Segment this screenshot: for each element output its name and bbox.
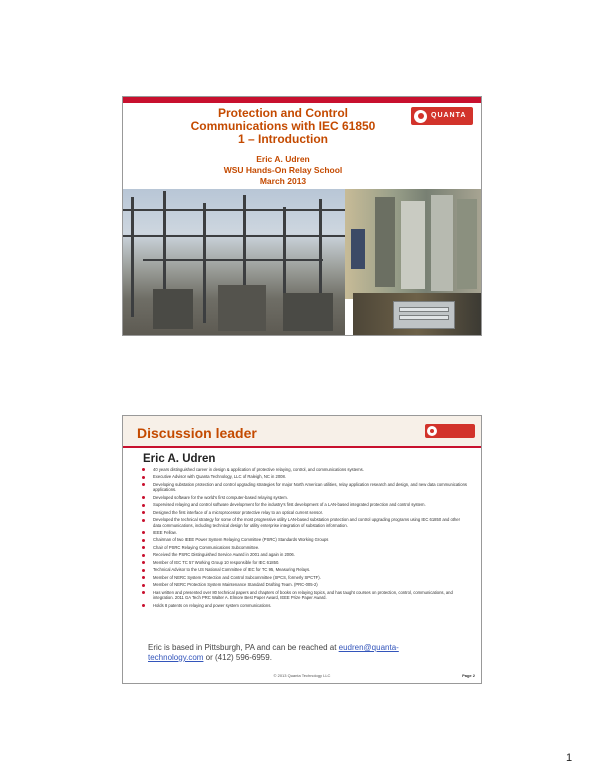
list-item: IEEE Fellow. <box>139 530 469 535</box>
slide-footer <box>123 673 481 681</box>
list-item: Technical Advisor to the US National Committee of IEC for TC 95, Measuring Relays. <box>139 567 469 572</box>
list-item: Member of NERC Protection System Maintenance Standard Drafting Team. (PRC-005-2) <box>139 582 469 587</box>
list-item: Executive Advisor with Quanta Technology, LLC of Raleigh, NC in 2008. <box>139 474 469 479</box>
event-date: March 2013 <box>259 176 307 186</box>
slide-header <box>123 416 481 448</box>
list-item: Developed the technical strategy for some of the most progressive utility LAN-based substation protection and control upgrading programs using IEC 61850 and other data communications, including technical design for utility enterprise integration of substation information. <box>139 517 469 528</box>
event-name: WSU Hands-On Relay School <box>223 165 343 175</box>
logo-text: QUANTA <box>431 112 467 119</box>
slide-page-label: Page 2 <box>462 673 475 678</box>
author-name: Eric A. Udren <box>256 154 310 164</box>
slide-title <box>173 107 393 146</box>
quanta-logo-icon <box>414 110 427 123</box>
list-item: Member of NERC System Protection and Control Subcommittee (SPCS, formerly SPCTF). <box>139 575 469 580</box>
page-number: 1 <box>566 752 573 764</box>
list-item: Chair of PSRC Relaying Communications Subcommittee. <box>139 545 469 550</box>
contact-mid: or <box>203 653 215 662</box>
list-item: Received the PSRC Distinguished Service Award in 2001 and again in 2006. <box>139 552 469 557</box>
slide-subtitle <box>183 154 383 187</box>
quanta-logo-small <box>425 424 475 438</box>
copyright-text: © 2013 Quanta Technology LLC <box>273 673 331 678</box>
email-link[interactable]: eudren@quanta-technology.com <box>148 643 399 662</box>
slide-top-bar <box>123 97 481 103</box>
list-item: Developed software for the world's first computer-based relaying system. <box>139 495 469 500</box>
list-item: Chairman of two IEEE Power System Relaying Committee (PSRC) Standards Working Groups <box>139 537 469 542</box>
list-item: Member of IEC TC 57 Working Group 10 responsible for IEC 61850. <box>139 560 469 565</box>
quanta-logo <box>411 107 473 125</box>
contact-suffix: . <box>269 653 272 662</box>
list-item: Has written and presented over 80 technical papers and chapters of books on relaying topics, and has taught courses on protection, control, communications, and integration. 2011 GA Tech PRC Walter A. Elmore Best Paper Award, IEEE Prize Paper Award. <box>139 590 469 601</box>
list-item: Designed the first interface of a microprocessor protective relay to an optical current sensor. <box>139 510 469 515</box>
slide-title: Discussion leader <box>137 425 257 441</box>
title-line-2: Communications with IEC 61850 <box>190 119 376 133</box>
title-line-3: 1 – Introduction <box>238 132 328 146</box>
list-item: Developing substation protection and control upgrading strategies for major North American utilities, relay application research and design, and new data communications applications. <box>139 482 469 493</box>
contact-prefix: Eric is based in Pittsburgh, PA and can be reached at <box>148 643 339 652</box>
control-panel-photo <box>345 189 481 299</box>
relay-rack-photo <box>353 293 481 335</box>
list-item: Holds 8 patents on relaying and power system communications. <box>139 603 469 608</box>
title-slide <box>122 96 482 336</box>
list-item: Supervised relaying and control software development for the industry's first development of a LAN-based integrated protection and control system. <box>139 502 469 507</box>
title-line-1: Protection and Control <box>218 106 348 120</box>
quanta-logo-icon <box>427 426 437 436</box>
presenter-name: Eric A. Udren <box>143 453 216 465</box>
substation-photo <box>123 189 345 335</box>
contact-info <box>148 643 448 663</box>
bio-bullet-list <box>139 467 469 610</box>
discussion-leader-slide <box>122 415 482 684</box>
list-item: 40 years distinguished career in design & application of protective relaying, control, and communications systems. <box>139 467 469 472</box>
phone-number: (412) 596-6959 <box>215 653 270 662</box>
